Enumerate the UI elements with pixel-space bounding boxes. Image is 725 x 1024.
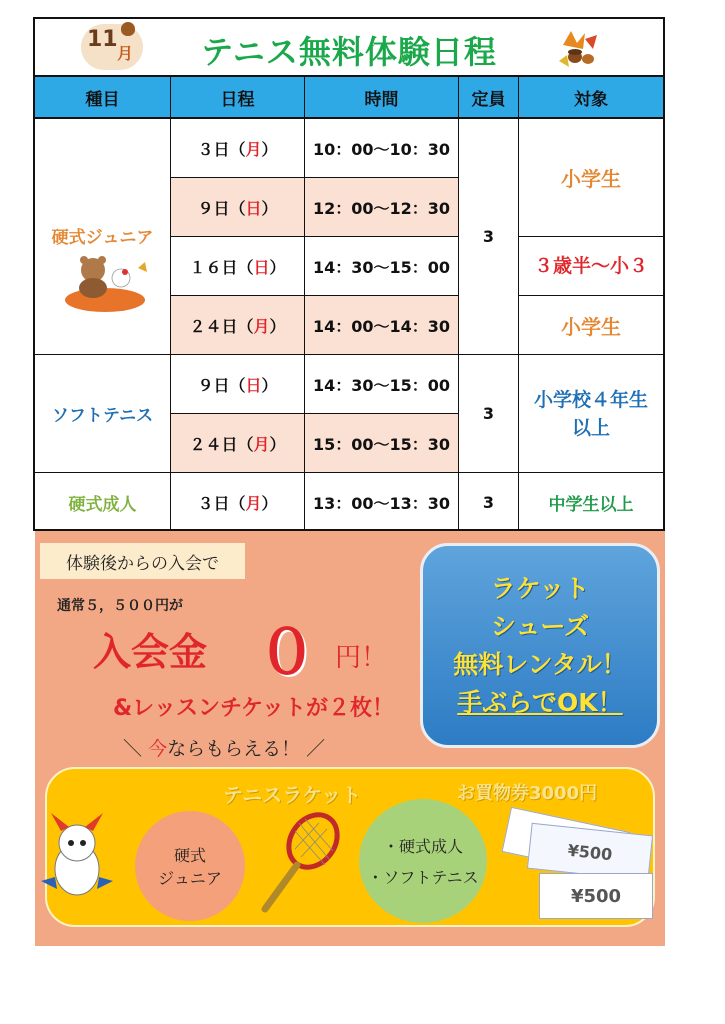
header-capacity: 定員 (459, 77, 519, 119)
capacity-cell: 3 (459, 119, 519, 355)
circle-line: ・硬式成人 (382, 837, 463, 856)
racket-label: テニスラケット (223, 783, 362, 807)
target-cell: ３歳半〜小３ (519, 237, 663, 296)
circle-line: ジュニア (158, 869, 222, 888)
rental-line: シューズ (490, 611, 590, 641)
normal-price: 通常５，５００円が (57, 598, 183, 614)
capacity-cell: 3 (459, 473, 519, 531)
time-cell: 14：30〜15：00 (305, 355, 459, 414)
circle-line: 硬式 (173, 846, 206, 865)
target-cell: 小学生 (519, 119, 663, 237)
circle-line: ・ソフトテニス (367, 868, 479, 887)
event-cell-junior (35, 119, 171, 355)
bear-mascot-illustration (53, 248, 153, 318)
autumn-leaves-icon (555, 25, 601, 71)
junior-gift-circle (135, 811, 245, 921)
schedule-table (33, 17, 665, 531)
target-cell: 小学校４年生以上 (519, 355, 663, 473)
date-cell: ９日 （ 日 ） (171, 355, 305, 414)
rental-line: 手ぶらでOK！ (457, 687, 623, 717)
admission-fee-label: 入会金 (93, 630, 208, 674)
month-kanji: 月 (117, 44, 134, 63)
rental-line: 無料レンタル！ (453, 649, 627, 679)
voucher-tickets-illustration (499, 811, 649, 921)
time-cell: 15：00〜15：30 (305, 414, 459, 473)
time-cell: 14：30〜15：00 (305, 237, 459, 296)
event-cell-adult: 硬式成人 (35, 473, 171, 531)
target-cell: 中学生以上 (548, 494, 634, 515)
date-cell: １６日 （ 日 ） (171, 237, 305, 296)
join-tag: 体験後からの入会で (40, 543, 245, 579)
header-date: 日程 (171, 77, 305, 119)
header-event: 種目 (35, 77, 171, 119)
date-cell: ３日 （ 月 ） (171, 473, 305, 531)
capacity-cell: 3 (459, 355, 519, 473)
gift-box (45, 767, 655, 927)
time-cell: 13：00〜13：30 (305, 473, 459, 531)
title-row (35, 19, 663, 77)
voucher-value: ¥500 (539, 873, 653, 919)
voucher-label: お買物券3000円 (457, 783, 598, 804)
header-time: 時間 (305, 77, 459, 119)
tennis-racket-icon (255, 809, 345, 919)
page-title: テニス無料体験日程 (201, 33, 497, 71)
event-label: 硬式ジュニア (51, 228, 154, 248)
time-cell: 12：00〜12：30 (305, 178, 459, 237)
admission-fee-zero: ０ (257, 618, 317, 688)
fox-mascot-illustration (37, 809, 117, 909)
voucher-value: ¥500 (527, 823, 653, 882)
time-cell: 14：00〜14：30 (305, 296, 459, 355)
time-cell: 10：00〜10：30 (305, 119, 459, 178)
date-cell: ２４日 （ 月 ） (171, 414, 305, 473)
date-cell: ３日 （ 月 ） (171, 119, 305, 178)
rental-line: ラケット (490, 573, 590, 603)
now-line: ＼ 今ならもらえる！ ／ (123, 738, 326, 760)
event-cell-soft: ソフトテニス (35, 355, 171, 473)
date-cell: ９日 （ 日 ） (171, 178, 305, 237)
admission-fee-yen: 円！ (335, 643, 388, 673)
ticket-line: &レッスンチケットが２枚！ (113, 696, 394, 721)
target-cell: 小学生 (519, 296, 663, 355)
month-number: 11 (87, 27, 118, 52)
adult-gift-circle (359, 799, 487, 923)
rental-box (420, 543, 660, 748)
date-cell: ２４日 （ 月 ） (171, 296, 305, 355)
promo-section (35, 531, 665, 946)
header-target: 対象 (519, 77, 663, 119)
